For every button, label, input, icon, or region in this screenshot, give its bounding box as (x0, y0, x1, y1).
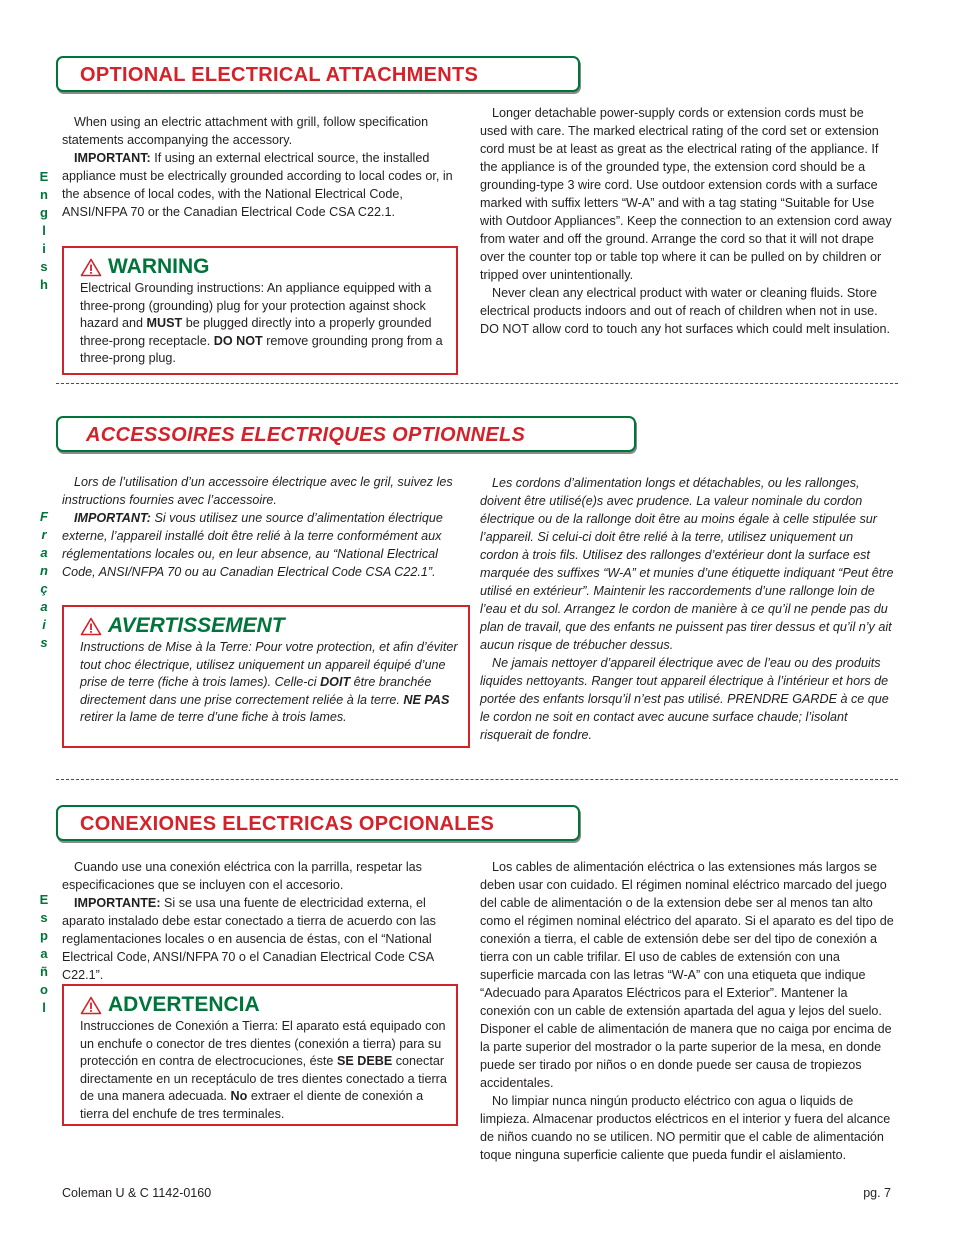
language-label (38, 508, 50, 652)
warning-title: AVERTISSEMENT (108, 614, 285, 637)
paragraph (62, 473, 460, 509)
section-heading-box (56, 416, 636, 452)
left-column (62, 473, 460, 581)
language-letter: s (40, 635, 48, 650)
paragraph-text: If using an external electrical source, the installed appliance must be electrically grounded according to local codes or, in the absence of local codes, with the National Electrical Code, ANSI/NFPA 70 or the Canadian Electrical Code CSA C22.1. (62, 151, 453, 219)
language-letter: n (40, 187, 48, 202)
warning-text-part: remove grounding prong from a three-prong plug. (80, 333, 443, 365)
warning-emphasis: MUST (146, 316, 183, 330)
language-letter: l (42, 223, 46, 238)
language-letter: i (42, 241, 46, 256)
right-column (480, 474, 894, 744)
language-label (38, 168, 50, 294)
language-letter: ñ (40, 964, 48, 979)
language-letter: o (40, 982, 48, 997)
section-divider (56, 779, 898, 780)
language-letter: s (40, 910, 48, 925)
warning-emphasis: SE DEBE (336, 1054, 393, 1068)
section-heading: OPTIONAL ELECTRICAL ATTACHMENTS (80, 64, 479, 86)
warning-triangle-icon (80, 996, 102, 1015)
warning-emphasis: DOIT (320, 675, 351, 689)
paragraph (62, 858, 456, 894)
paragraph: Longer detachable power-supply cords or extension cords must be used with care. The marked electrical rating of the cord set or extension cord must be at least as great as the electrical rating of the appliance. If the appliance is of the grounded type, the extension cord should be a grounding-type 3 wire cord. Use outdoor extension cords with a surface marked with suffix letters “W-A” and with a tag stating “Suitable for Use with Outdoor Appliances”. Keep the connection to an extension cord away from water and off the ground. Arrange the cord so that it will not drape over the counter top or table top where it can be pulled on by children or tripped over unintentionally. (480, 106, 892, 282)
paragraph-text: Si vous utilisez une source d’alimentation électrique externe, l’appareil installé doit être relié à la terre conformément aux réglementations locales ou, en leur absence, au “National Electrical Code, ANSI/NFPA 70 ou au Canadian Electrical Code CSA C22.1”. (62, 511, 443, 579)
footer-document-id: Coleman U & C 1142-0160 (62, 1186, 212, 1200)
warning-text (80, 280, 450, 368)
language-letter: n (40, 563, 48, 578)
left-column (62, 113, 456, 221)
warning-emphasis: DO NOT (213, 333, 263, 348)
warning-text-part: extraer el diente de conexión a tierra del enchufe de tres terminales. (80, 1089, 424, 1121)
warning-triangle-icon (80, 617, 102, 636)
language-letter: a (40, 946, 48, 961)
warning-box (62, 605, 470, 748)
section-divider (56, 383, 898, 384)
paragraph-text: Lors de l’utilisation d’un accessoire électrique avec le gril, suivez les instructions fournies avec l’accessoire. (62, 475, 453, 507)
warning-title: WARNING (108, 255, 210, 278)
paragraph (62, 113, 456, 149)
paragraph-lead: IMPORTANT: (74, 151, 151, 165)
right-column (480, 104, 894, 338)
right-column (480, 858, 896, 1164)
paragraph (62, 149, 456, 221)
language-letter: a (40, 545, 48, 560)
paragraph-text: Si se usa una fuente de electricidad externa, el aparato instalado debe estar conectado a tierra de acuerdo con las reglamentaciones locales o en ausencia de éstas, con el “National Electrical Code, ANSI/NFPA 70 o el Canadian Electrical Code CSA C22.1”. (62, 896, 436, 982)
language-letter: g (40, 205, 48, 220)
paragraph-lead: IMPORTANTE: (74, 896, 161, 910)
warning-title-row (80, 254, 210, 280)
language-letter: p (40, 928, 48, 943)
warning-title-row (80, 613, 285, 639)
warning-text-part: Instrucciones de Conexión a Tierra: El aparato está equipado con un enchufe o conector de tres dientes (conexión a tierra) para su protección en contra de electrocuciones, éste (80, 1019, 446, 1068)
paragraph: Los cables de alimentación eléctrica o las extensiones más largos se deben usar con cuidado. El régimen nominal eléctrico marcado del juego del cable de alimentación o de la extension debe ser al menos tan alto como el régimen nominal eléctrico del aparato. Si el aparato es del tipo de conexión a tierra, el cable de extensión debe ser del tipo de conexión a tierra con un cable trifilar. El uso de cables de extensión con una superficie marcada con las letras “W-A” con una etiqueta que indique “Adecuado para Aparatos Eléctricos para el Exterior”. Mantener la conexión con un cable de extensión apartada del agua y lejos del suelo. Disponer el cable de alimentación de manera que no caiga por encima de la parte superior del mostrador o la parte superior de la mesa, en donde puede ser tirado por niños o en donde puede ser causa de tropiezos accidentales. (480, 860, 894, 1090)
language-letter: s (40, 259, 48, 274)
section-heading-box (56, 56, 580, 92)
warning-text-part: be plugged directly into a properly grounded three-prong receptacle. (80, 316, 432, 348)
warning-box (62, 246, 458, 375)
warning-text-part: Electrical Grounding instructions: An appliance equipped with a three-prong (grounding) plug for your protection against shock hazard and (80, 281, 432, 330)
warning-emphasis: No (230, 1089, 248, 1103)
language-letter: r (41, 527, 47, 542)
warning-text (80, 639, 462, 727)
warning-text-part: Instructions de Mise à la Terre: Pour votre protection, et afin d’éviter tout choc électrique, utilisez uniquement un appareil équipé d’une prise de terre (fiche à trois lames). Celle-ci (80, 640, 458, 689)
warning-title-row (80, 992, 260, 1018)
warning-text-part: retirer la lame de terre d’une fiche à trois lames. (80, 710, 347, 724)
language-letter: ç (40, 581, 48, 596)
paragraph (62, 509, 460, 581)
language-label (38, 891, 50, 1017)
language-letter: l (42, 1000, 46, 1015)
warning-triangle-icon (80, 258, 102, 277)
language-letter: E (39, 892, 49, 907)
language-letter: h (40, 277, 48, 292)
warning-text-part: conectar directamente en un receptáculo de tres dientes conectado a tierra de una manera adecuada. (80, 1054, 447, 1103)
paragraph: No limpiar nunca ningún producto eléctrico con agua o liquids de limpieza. Almacenar productos eléctricos en el interior y fuera del alcance de niños cuando no se utilicen. NO permitir que el cable de alimentación toque ninguna superficie caliente que pueda fundir el aislamiento. (480, 1094, 891, 1162)
language-letter: a (40, 599, 48, 614)
warning-title: ADVERTENCIA (108, 993, 260, 1016)
paragraph-text: When using an electric attachment with grill, follow specification statements accompanying the accessory. (62, 115, 429, 147)
footer-page-number: pg. 7 (863, 1186, 891, 1200)
warning-emphasis: NE PAS (403, 692, 450, 707)
paragraph: Ne jamais nettoyer d’appareil électrique avec de l’eau ou des produits liquides nettoyants. Ranger tout appareil électrique à l’intérieur et hors de portée des enfants lorsqu’il n’est pas utilisé. PRENDRE GARDE à ce que le cordon ne soit en contact avec aucune surface chaude; l’isolant risquerait de fondre. (480, 656, 889, 742)
paragraph (62, 894, 456, 984)
language-letter: i (42, 617, 46, 632)
language-letter: F (40, 509, 48, 524)
language-letter: E (39, 169, 49, 184)
left-column (62, 858, 456, 984)
warning-box (62, 984, 458, 1126)
paragraph-lead: IMPORTANT: (74, 511, 151, 525)
section-heading: CONEXIONES ELECTRICAS OPCIONALES (80, 813, 495, 835)
paragraph: Les cordons d’alimentation longs et détachables, ou les rallonges, doivent être utilisé(e)s avec prudence. La valeur nominale du cordon électrique ou de la rallonge doit être au moins égale à celle stipulée sur l’appareil. Si celui-ci doit être relié à la terre, utilisez uniquement un cordon à trois fils. Utilisez des rallonges d’extérieur dont la surface est marquée des suffixes “W-A” et munies d’une étiquette indiquant “Peut être utilisé en extérieur”. Maintenir les raccordements d’une rallonge loin de l’eau et du sol. Arrangez le cordon de manière à ce qu’il ne pende pas du plan de travail, que des enfants ne puissent pas tirer dessus et qu’il n’y ait aucun risque de trébucher dessus. (480, 476, 894, 652)
warning-text-part: être branchée directement dans une prise correctement reliée à la terre. (80, 675, 432, 707)
paragraph-text: Cuando use una conexión eléctrica con la parrilla, respetar las especificaciones que se incluyen con el accesorio. (62, 860, 422, 892)
warning-text (80, 1018, 450, 1123)
section-heading: ACCESSOIRES ELECTRIQUES OPTIONNELS (86, 424, 526, 446)
paragraph: Never clean any electrical product with water or cleaning fluids. Store electrical products indoors and out of reach of children when not in use. DO NOT allow cord to touch any hot surfaces which could melt insulation. (480, 286, 890, 336)
section-heading-box (56, 805, 580, 841)
